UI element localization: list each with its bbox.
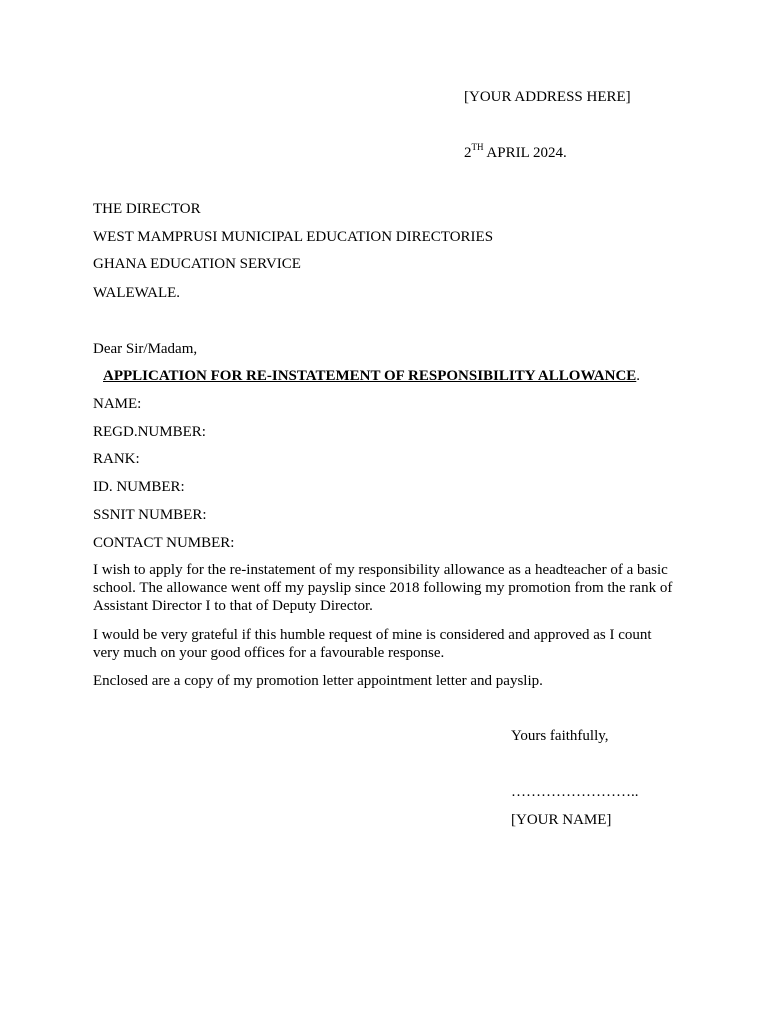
date-suffix: TH — [471, 142, 484, 152]
signature-line: …………………….. — [511, 784, 639, 800]
field-id-number: ID. NUMBER: — [93, 479, 185, 495]
body-paragraph-2: I would be very grateful if this humble request of mine is considered and approved as I count very much on your good offices for a favourable response. — [93, 627, 652, 661]
sender-address: [YOUR ADDRESS HERE] — [464, 89, 631, 105]
field-ssnit-number: SSNIT NUMBER: — [93, 507, 207, 523]
field-rank: RANK: — [93, 451, 140, 467]
field-name: NAME: — [93, 396, 142, 412]
date-rest: APRIL 2024. — [483, 145, 567, 161]
subject-text: APPLICATION FOR RE-INSTATEMENT OF RESPONSIBILITY ALLOWANCE — [103, 368, 637, 384]
valediction: Yours faithfully, — [511, 728, 609, 744]
signer-name: [YOUR NAME] — [511, 812, 612, 828]
salutation: Dear Sir/Madam, — [93, 341, 198, 357]
letter-date — [464, 144, 567, 162]
recipient-line-4: WALEWALE. — [93, 285, 181, 301]
body-paragraph-3: Enclosed are a copy of my promotion letter appointment letter and payslip. — [93, 673, 543, 689]
field-regd-number: REGD.NUMBER: — [93, 424, 206, 440]
field-contact-number: CONTACT NUMBER: — [93, 535, 235, 551]
subject-heading — [103, 367, 640, 385]
date-day: 2 — [464, 145, 472, 161]
subject-end: . — [636, 368, 641, 384]
recipient-line-1: THE DIRECTOR — [93, 201, 201, 217]
body-paragraph-1: I wish to apply for the re-instatement of my responsibility allowance as a headteacher of a basic school. The allowance went off my payslip since 2018 following my promotion from the rank of Assistant Director I to that of Deputy Director. — [93, 562, 673, 614]
recipient-line-3: GHANA EDUCATION SERVICE — [93, 256, 301, 272]
recipient-line-2: WEST MAMPRUSI MUNICIPAL EDUCATION DIRECTORIES — [93, 229, 494, 245]
